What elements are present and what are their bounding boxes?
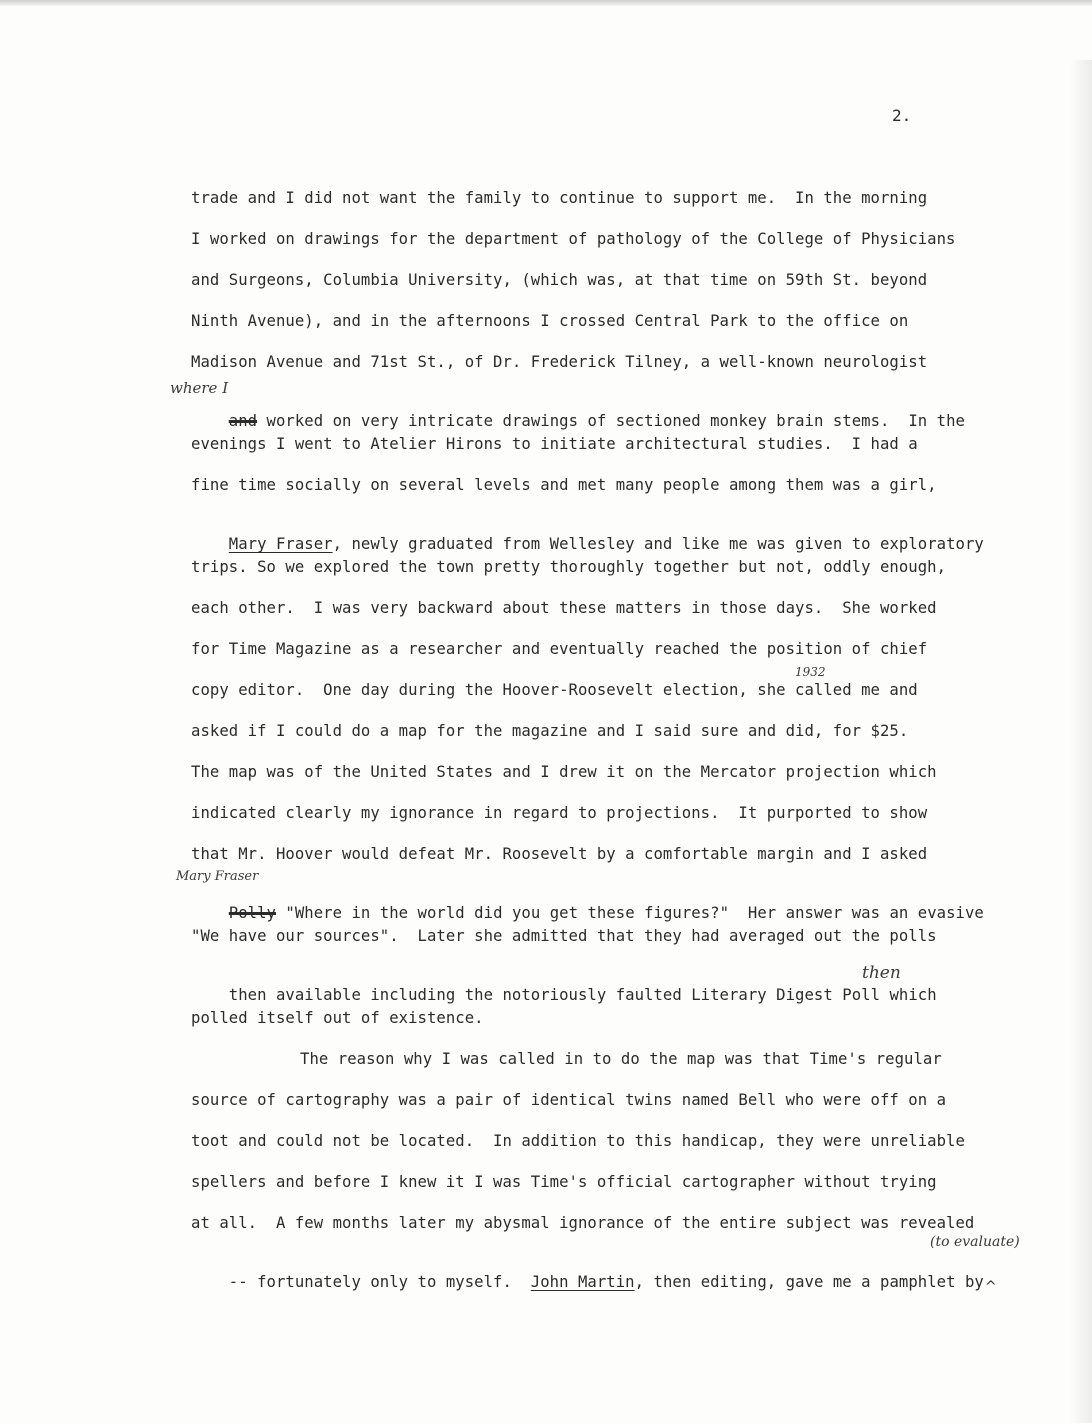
- text-line-1: trade and I did not want the family to continue to support me. In the morning: [191, 189, 928, 207]
- page-number: 2.: [892, 106, 912, 125]
- text-line-3: and Surgeons, Columbia University, (which was, at that time on 59th St. beyond: [191, 271, 928, 289]
- text-line-27: [191, 1255, 984, 1309]
- insertion-caret: ^: [985, 1279, 997, 1295]
- text-line-27-rest: , then editing, gave me a pamphlet by: [634, 1273, 984, 1291]
- text-line-16: indicated clearly my ignorance in regard to projections. It purported to show: [191, 804, 928, 822]
- text-line-9-rest: , newly graduated from Wellesley and like me was given to exploratory: [332, 535, 984, 553]
- underlined-name-mary-fraser: Mary Fraser: [228, 535, 333, 553]
- text-line-2: I worked on drawings for the department of pathology of the College of Physicians: [191, 230, 956, 248]
- text-line-24: toot and could not be located. In addition to this handicap, they were unreliable: [191, 1132, 965, 1150]
- handwritten-year: 1932: [795, 665, 826, 679]
- struck-word-polly: Polly: [228, 904, 276, 922]
- text-line-18-rest: "Where in the world did you get these figures?" Her answer was an evasive: [285, 904, 984, 922]
- text-line-12: for Time Magazine as a researcher and eventually reached the position of chief: [191, 640, 928, 658]
- text-line-15: The map was of the United States and I drew it on the Mercator projection which: [191, 763, 937, 781]
- paper-right-edge: [1070, 60, 1092, 1423]
- text-line-13: copy editor. One day during the Hoover-Roosevelt election, she called me and: [191, 681, 918, 699]
- struck-word-and: and: [228, 412, 258, 430]
- paragraph-2-first-line: The reason why I was called in to do the map was that Time's regular: [300, 1050, 942, 1068]
- text-line-26: at all. A few months later my abysmal ignorance of the entire subject was revealed: [191, 1214, 975, 1232]
- text-line-6-rest: worked on very intricate drawings of sectioned monkey brain stems. In the: [266, 412, 965, 430]
- text-line-4: Ninth Avenue), and in the afternoons I crossed Central Park to the office on: [191, 312, 909, 330]
- text-line-19: "We have our sources". Later she admitted that they had averaged out the polls: [191, 927, 937, 945]
- underlined-name-john-martin: John Martin: [530, 1273, 635, 1291]
- handwritten-mary-fraser: Mary Fraser: [176, 869, 259, 884]
- text-line-11: each other. I was very backward about these matters in those days. She worked: [191, 599, 937, 617]
- text-line-21: polled itself out of existence.: [191, 1009, 484, 1027]
- text-line-14: asked if I could do a map for the magazine and I said sure and did, for $25.: [191, 722, 909, 740]
- text-line-23: source of cartography was a pair of identical twins named Bell who were off on a: [191, 1091, 947, 1109]
- text-line-20-text: then available including the notoriously faulted Literary Digest Poll which: [228, 986, 937, 1004]
- text-line-5: Madison Avenue and 71st St., of Dr. Frederick Tilney, a well-known neurologist: [191, 353, 928, 371]
- handwritten-then: then: [862, 963, 901, 983]
- text-line-7: evenings I went to Atelier Hirons to initiate architectural studies. I had a: [191, 435, 918, 453]
- paper-top-edge: [0, 0, 1092, 6]
- text-line-17: that Mr. Hoover would defeat Mr. Roosevelt by a comfortable margin and I asked: [191, 845, 928, 863]
- text-line-25: spellers and before I knew it I was Time's official cartographer without trying: [191, 1173, 937, 1191]
- text-line-10: trips. So we explored the town pretty thoroughly together but not, oddly enough,: [191, 558, 947, 576]
- text-line-27-start: -- fortunately only to myself.: [228, 1273, 531, 1291]
- handwritten-to-evaluate: (to evaluate): [930, 1234, 1020, 1250]
- text-line-8: fine time socially on several levels and met many people among them was a girl,: [191, 476, 937, 494]
- handwritten-where-i: where I: [170, 379, 229, 397]
